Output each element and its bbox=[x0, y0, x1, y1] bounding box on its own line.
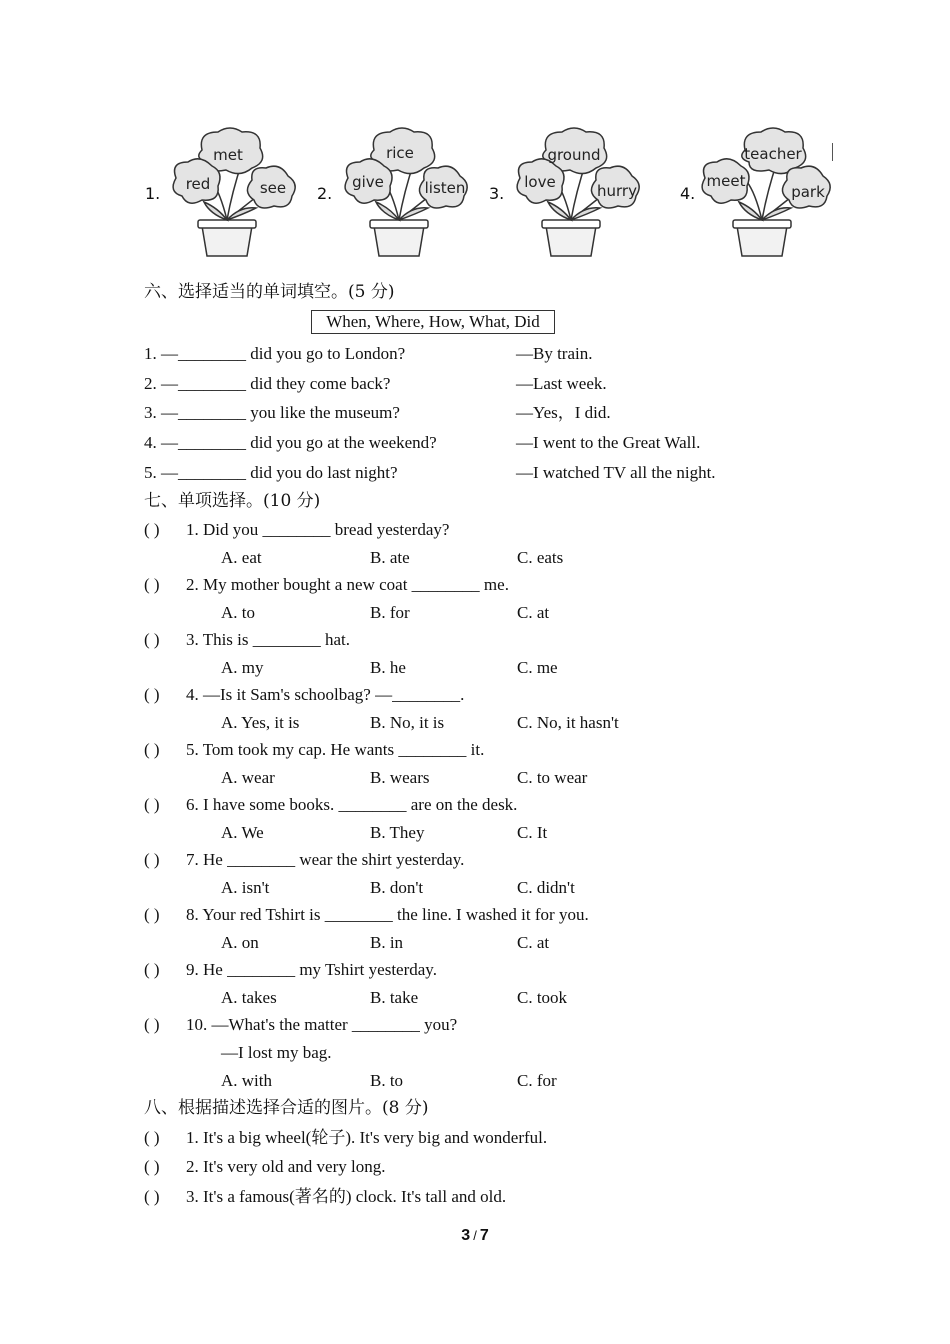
answer-paren: ( ) bbox=[144, 685, 160, 704]
option-c: C. me bbox=[517, 658, 558, 677]
option-a: A. to bbox=[221, 603, 255, 622]
dialogue-reply: —I lost my bag. bbox=[221, 1043, 332, 1062]
answer-paren: ( ) bbox=[144, 575, 160, 594]
option-b: B. wears bbox=[370, 768, 430, 787]
flower-word-right: park bbox=[791, 183, 825, 201]
option-b: B. for bbox=[370, 603, 410, 622]
page-number bbox=[0, 1227, 950, 1245]
option-c: C. for bbox=[517, 1071, 557, 1090]
flower-picture-1 bbox=[140, 122, 315, 262]
flower-number: 2. bbox=[317, 184, 333, 203]
answer-paren: ( ) bbox=[144, 1187, 160, 1206]
option-c: C. didn't bbox=[517, 878, 575, 897]
fill-question-3: 3. —________ you like the museum? bbox=[144, 403, 400, 422]
fill-answer-4: —I went to the Great Wall. bbox=[516, 433, 701, 452]
option-b: B. don't bbox=[370, 878, 424, 897]
question-text: 7. He ________ wear the shirt yesterday. bbox=[186, 850, 465, 869]
answer-paren: ( ) bbox=[144, 1015, 160, 1034]
fill-answer-5: —I watched TV all the night. bbox=[516, 463, 716, 482]
option-a: A. with bbox=[221, 1071, 272, 1090]
picture-question-3 bbox=[144, 1187, 506, 1207]
choice-question-4 bbox=[144, 685, 464, 705]
answer-paren: ( ) bbox=[144, 850, 160, 869]
option-a: A. isn't bbox=[221, 878, 270, 897]
option-b: B. he bbox=[370, 658, 406, 677]
question-text: 2. My mother bought a new coat ________ me. bbox=[186, 575, 509, 594]
option-c: C. It bbox=[517, 823, 548, 842]
question-text: 2. It's very old and very long. bbox=[186, 1157, 386, 1176]
flower-word-right: hurry bbox=[597, 182, 637, 200]
flower-picture-3 bbox=[484, 122, 659, 262]
option-c: C. at bbox=[517, 603, 550, 622]
flower-word-right: see bbox=[259, 179, 287, 197]
flower-picture-2 bbox=[312, 122, 487, 262]
choice-question-2 bbox=[144, 575, 509, 595]
option-c: C. took bbox=[517, 988, 568, 1007]
option-b: B. in bbox=[370, 933, 404, 952]
question-text: 3. This is ________ hat. bbox=[186, 630, 351, 649]
flower-pictures-row bbox=[140, 122, 840, 262]
option-b: B. take bbox=[370, 988, 419, 1007]
picture-question-2 bbox=[144, 1157, 385, 1177]
flower-pot-illustration bbox=[675, 122, 850, 262]
question-text: 4. —Is it Sam's schoolbag? —________. bbox=[186, 685, 465, 704]
flower-pot-illustration bbox=[140, 122, 315, 262]
section8-title: 八、根据描述选择合适的图片。(8 分) bbox=[144, 1098, 429, 1118]
option-a: A. Yes, it is bbox=[221, 713, 300, 732]
fill-question-2: 2. —________ did they come back? bbox=[144, 374, 391, 393]
choice-question-3 bbox=[144, 630, 350, 650]
word-bank-box: When, Where, How, What, Did bbox=[311, 310, 555, 334]
question-text: 6. I have some books. ________ are on the desk. bbox=[186, 795, 518, 814]
option-a: A. wear bbox=[221, 768, 275, 787]
answer-paren: ( ) bbox=[144, 1128, 160, 1147]
flower-word-left: give bbox=[352, 173, 384, 191]
flower-word-top: teacher bbox=[744, 145, 802, 163]
option-c: C. at bbox=[517, 933, 550, 952]
fill-answer-3: —Yes，I did. bbox=[516, 403, 611, 422]
answer-paren: ( ) bbox=[144, 740, 160, 759]
flower-pot-illustration bbox=[312, 122, 487, 262]
choice-question-6 bbox=[144, 795, 517, 815]
page-slash: / bbox=[473, 1228, 477, 1243]
flower-number: 3. bbox=[489, 184, 505, 203]
option-c: C. to wear bbox=[517, 768, 588, 787]
flower-word-left: meet bbox=[706, 172, 746, 190]
fill-answer-1: —By train. bbox=[516, 344, 593, 363]
option-b: B. They bbox=[370, 823, 425, 842]
section7-title: 七、单项选择。(10 分) bbox=[144, 491, 321, 511]
fill-question-1: 1. —________ did you go to London? bbox=[144, 344, 406, 363]
picture-question-1 bbox=[144, 1128, 547, 1148]
answer-paren: ( ) bbox=[144, 795, 160, 814]
flower-word-left: love bbox=[524, 173, 556, 191]
flower-number: 1. bbox=[145, 184, 161, 203]
answer-paren: ( ) bbox=[144, 960, 160, 979]
question-text: 8. Your red Tshirt is ________ the line. I washed it for you. bbox=[186, 905, 589, 924]
flower-number: 4. bbox=[680, 184, 696, 203]
option-b: B. to bbox=[370, 1071, 404, 1090]
choice-question-8 bbox=[144, 905, 589, 925]
answer-paren: ( ) bbox=[144, 905, 160, 924]
flower-word-left: red bbox=[185, 175, 211, 193]
fill-answer-2: —Last week. bbox=[516, 374, 607, 393]
option-a: A. eat bbox=[221, 548, 262, 567]
choice-question-9 bbox=[144, 960, 437, 980]
answer-paren: ( ) bbox=[144, 630, 160, 649]
question-text: 1. It's a big wheel(轮子). It's very big and wonderful. bbox=[186, 1128, 548, 1147]
flower-picture-4 bbox=[675, 122, 850, 262]
option-a: A. We bbox=[221, 823, 264, 842]
option-a: A. takes bbox=[221, 988, 277, 1007]
question-text: 5. Tom took my cap. He wants ________ it. bbox=[186, 740, 485, 759]
flower-word-top: rice bbox=[386, 144, 414, 162]
option-a: A. my bbox=[221, 658, 264, 677]
choice-question-7 bbox=[144, 850, 464, 870]
option-b: B. ate bbox=[370, 548, 410, 567]
page-total: 7 bbox=[479, 1227, 489, 1244]
fill-question-4: 4. —________ did you go at the weekend? bbox=[144, 433, 437, 452]
flower-word-right: listen bbox=[424, 179, 466, 197]
edge-mark bbox=[832, 143, 833, 161]
choice-question-10 bbox=[144, 1015, 457, 1035]
flower-pot-illustration bbox=[484, 122, 659, 262]
option-c: C. eats bbox=[517, 548, 564, 567]
fill-question-5: 5. —________ did you do last night? bbox=[144, 463, 398, 482]
question-text: 3. It's a famous(著名的) clock. It's tall and old. bbox=[186, 1187, 507, 1206]
choice-question-5 bbox=[144, 740, 484, 760]
question-text: 1. Did you ________ bread yesterday? bbox=[186, 520, 450, 539]
answer-paren: ( ) bbox=[144, 1157, 160, 1176]
flower-word-top: ground bbox=[547, 146, 601, 164]
choice-question-1 bbox=[144, 520, 449, 540]
section6-title: 六、选择适当的单词填空。(5 分) bbox=[144, 282, 395, 302]
option-b: B. No, it is bbox=[370, 713, 445, 732]
option-a: A. on bbox=[221, 933, 259, 952]
page-current: 3 bbox=[461, 1227, 471, 1244]
option-c: C. No, it hasn't bbox=[517, 713, 619, 732]
answer-paren: ( ) bbox=[144, 520, 160, 539]
question-text: 9. He ________ my Tshirt yesterday. bbox=[186, 960, 437, 979]
flower-word-top: met bbox=[213, 146, 243, 164]
question-text: 10. —What's the matter ________ you? bbox=[186, 1015, 458, 1034]
